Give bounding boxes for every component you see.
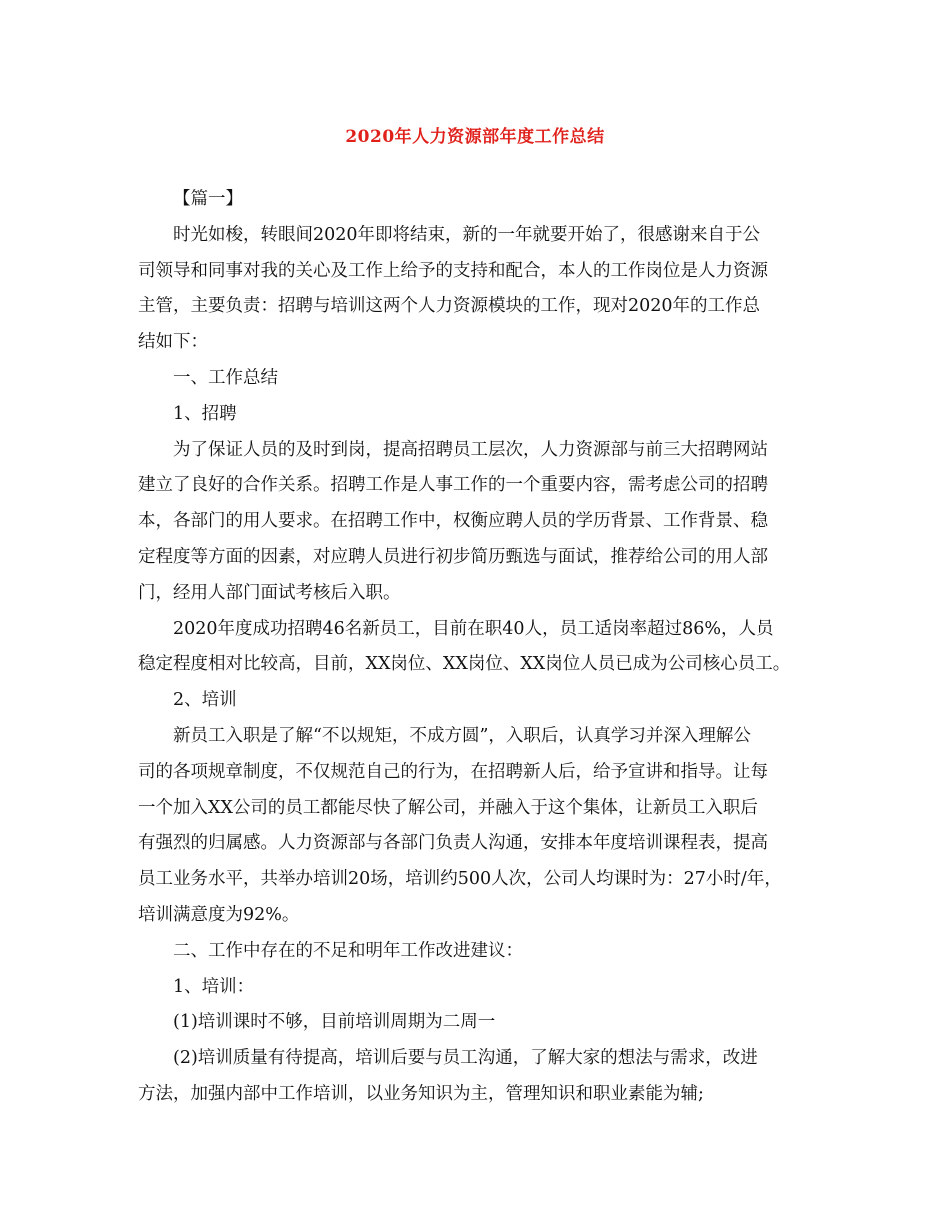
text-line: 结如下：	[138, 332, 208, 353]
text-line: 本，各部门的用人要求。在招聘工作中，权衡应聘人员的学历背景、工作背景、稳	[138, 511, 768, 532]
text-line: 2、培训	[173, 690, 237, 711]
text-line: 定程度等方面的因素，对应聘人员进行初步简历甄选与面试，推荐给公司的用人部	[138, 546, 768, 567]
text-line: 员工业务水平，共举办培训20场，培训约500人次，公司人均课时为：27小时/年，	[138, 869, 782, 890]
text-line: 【篇一】	[173, 189, 243, 209]
text-line: 稳定程度相对比较高，目前，XX岗位、XX岗位、XX岗位人员已成为公司核心员工。	[138, 654, 791, 675]
text-line: 方法，加强内部中工作培训，以业务知识为主，管理知识和职业素能为辅;	[138, 1083, 704, 1104]
text-line: 二、工作中存在的不足和明年工作改进建议：	[173, 940, 523, 961]
text-line: 建立了良好的合作关系。招聘工作是人事工作的一个重要内容，需考虑公司的招聘	[138, 475, 768, 496]
text-line: 一个加入XX公司的员工都能尽快了解公司，并融入于这个集体，让新员工入职后	[138, 797, 758, 818]
text-line: 司领导和同事对我的关心及工作上给予的支持和配合，本人的工作岗位是人力资源	[138, 260, 768, 281]
text-line: 门，经用人部门面试考核后入职。	[138, 582, 401, 603]
text-line: 1、招聘	[173, 403, 237, 424]
text-line: 有强烈的归属感。人力资源部与各部门负责人沟通，安排本年度培训课程表，提高	[138, 833, 768, 854]
text-line: 主管，主要负责：招聘与培训这两个人力资源模块的工作，现对2020年的工作总	[138, 296, 761, 317]
text-line: (2)培训质量有待提高，培训后要与员工沟通，了解大家的想法与需求，改进	[173, 1048, 758, 1069]
text-line: 1、培训：	[173, 976, 255, 997]
text-line: (1)培训课时不够，目前培训周期为二周一	[173, 1012, 496, 1033]
text-line: 新员工入职是了解“不以规矩，不成方圆”，入职后，认真学习并深入理解公	[173, 725, 751, 746]
text-line: 司的各项规章制度，不仅规范自己的行为，在招聘新人后，给予宣讲和指导。让每	[138, 761, 768, 782]
text-line: 一、工作总结	[173, 367, 278, 388]
document-title: 2020年人力资源部年度工作总结	[345, 127, 605, 147]
text-line: 2020年度成功招聘46名新员工，目前在职40人，员工适岗率超过86%，人员	[173, 618, 774, 639]
document-body	[138, 182, 820, 1113]
text-line: 培训满意度为92%。	[138, 904, 300, 925]
text-line: 为了保证人员的及时到岗，提高招聘员工层次，人力资源部与前三大招聘网站	[173, 439, 768, 460]
text-line: 时光如梭，转眼间2020年即将结束，新的一年就要开始了，很感谢来自于公	[173, 224, 761, 245]
